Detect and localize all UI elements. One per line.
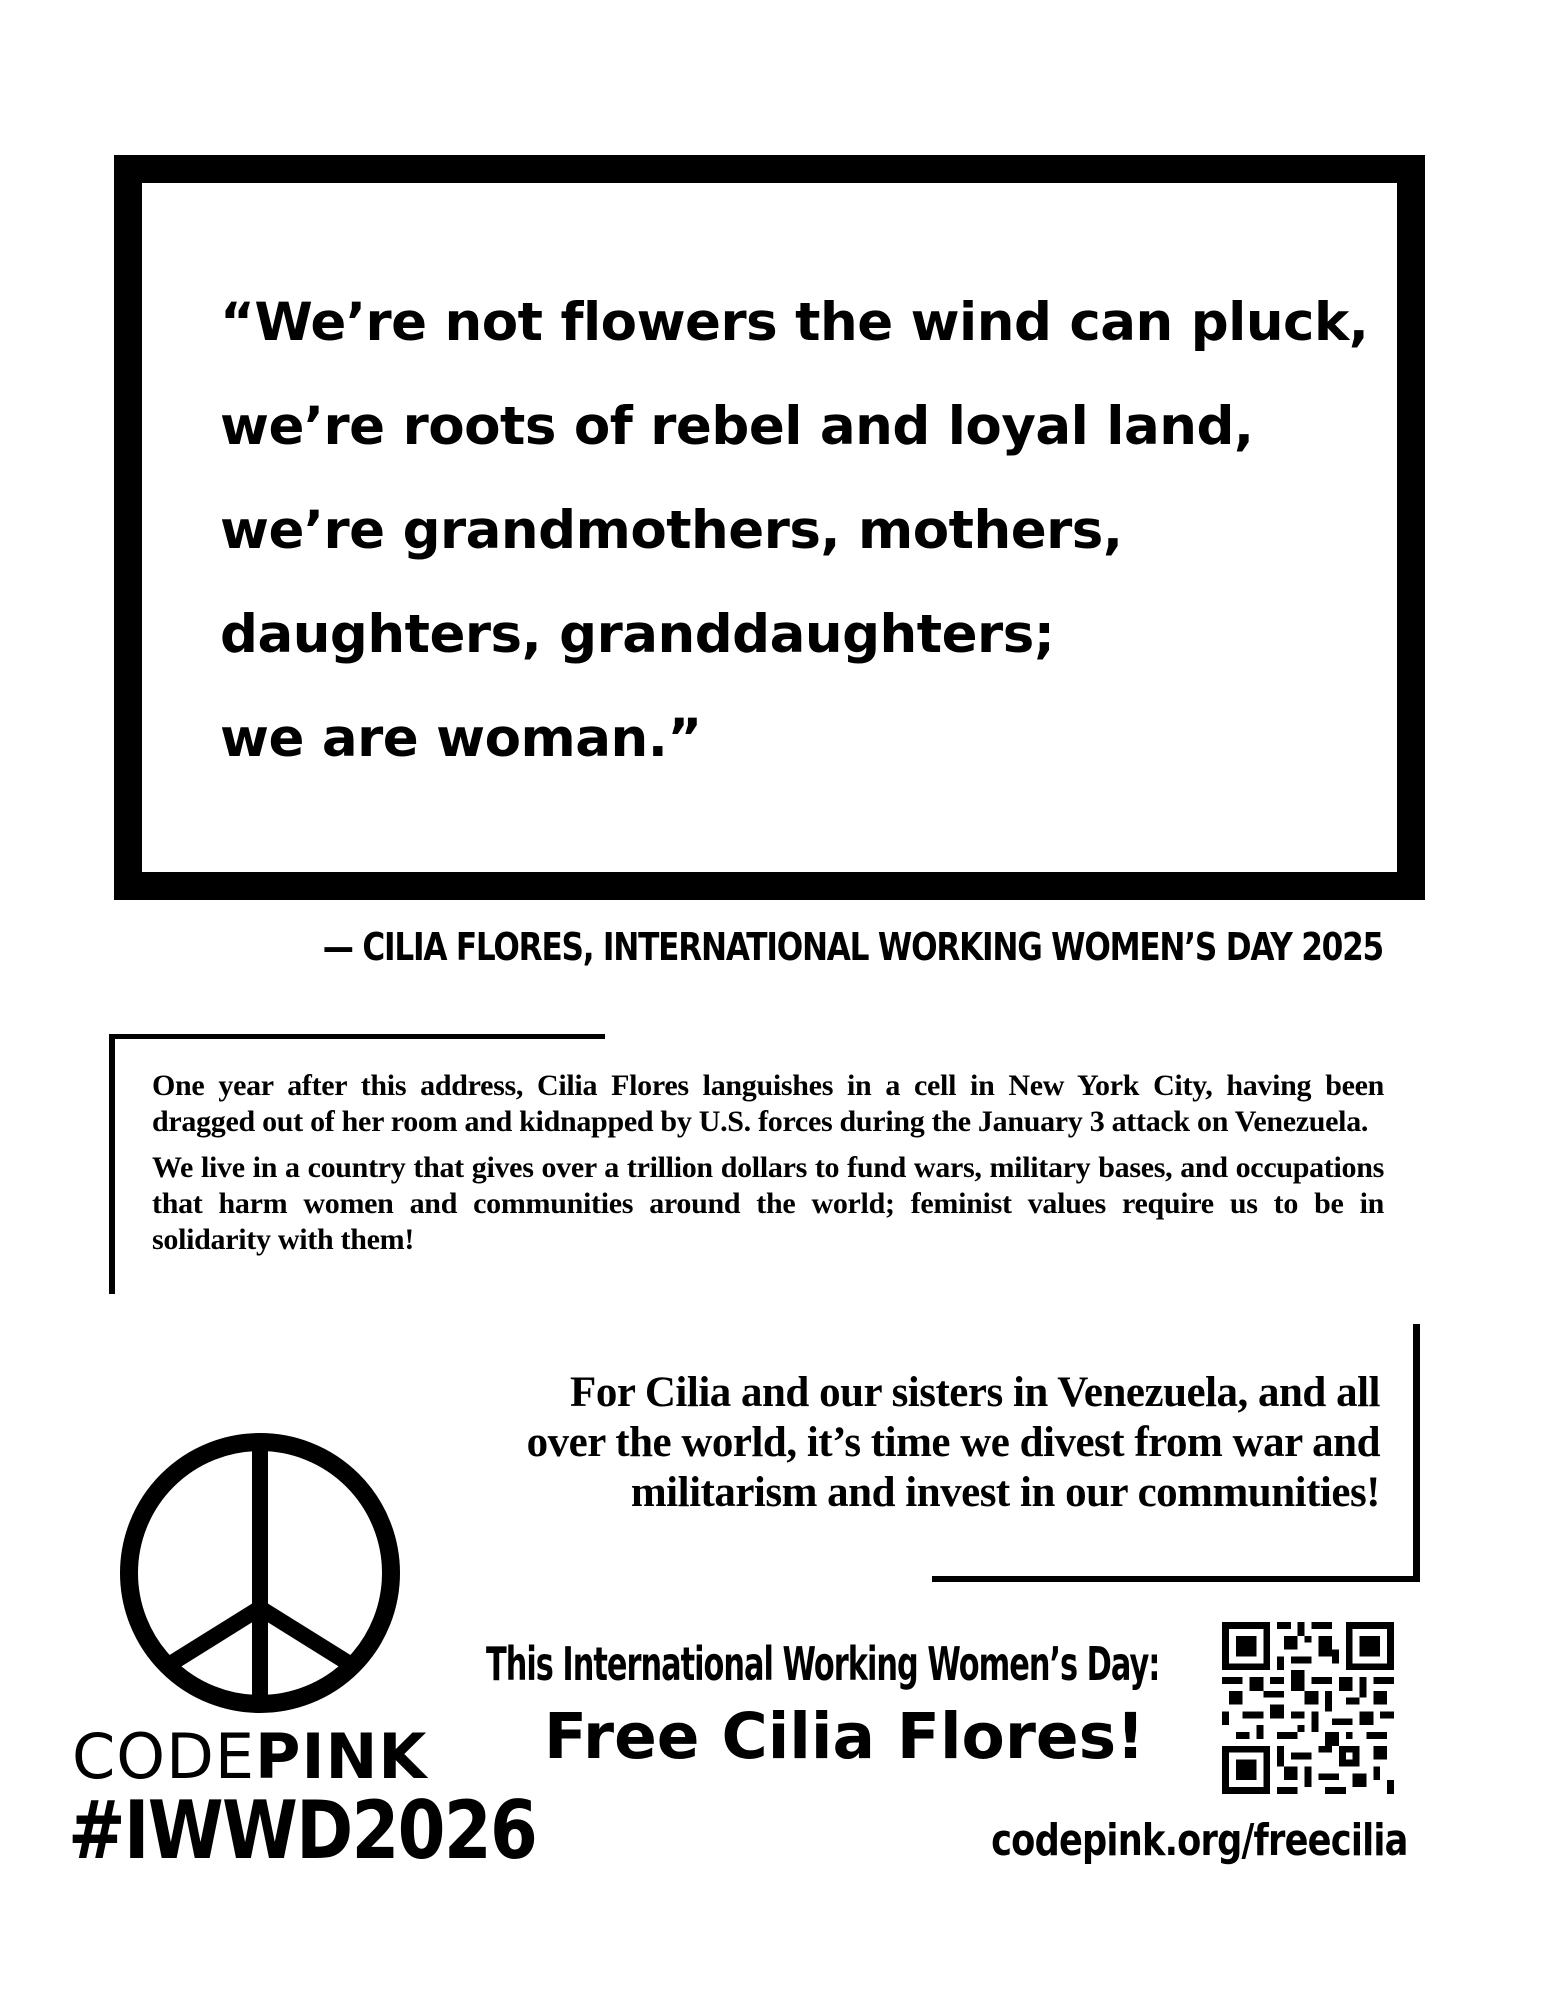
quote-box [114,155,1425,900]
campaign-url[interactable]: codepink.org/freecilia [991,1815,1408,1866]
bracket-bottom-rule [932,1576,1420,1582]
cta-line: militarism and invest in our communities! [630,1469,1380,1516]
cta-line: For Cilia and our sisters in Venezuela, and all [570,1369,1380,1416]
free-cilia-headline: Free Cilia Flores! [544,1700,1145,1773]
body-paragraph: We live in a country that gives over a trillion dollars to fund wars, military bases, and occupations that harm women and communities around the world; feminist values require us to be in solidarity with them! [152,1151,1384,1256]
wordmark-pink: PINK [255,1720,428,1793]
iwwd-line: This International Working Women’s Day: [486,1637,1160,1691]
bracket-right-rule [1413,1324,1420,1580]
body-text [152,1068,1384,1268]
quote-line: we’re grandmothers, mothers, [220,500,1123,561]
qr-code-icon[interactable] [1222,1622,1394,1794]
hashtag: #IWWD2026 [68,1784,537,1877]
quote-attribution: — CILIA FLORES, INTERNATIONAL WORKING WOMEN’S DAY 2025 [322,925,1383,969]
quote-line: we are woman.” [220,708,702,769]
cta-line: over the world, it’s time we divest from war and [526,1419,1380,1466]
bracket-left-rule [109,1034,115,1294]
quote-text [220,271,1368,791]
wordmark-code: CODE [72,1720,256,1793]
quote-line: we’re roots of rebel and loyal land, [220,396,1254,457]
quote-line: “We’re not flowers the wind can pluck, [220,292,1369,353]
codepink-wordmark [72,1720,427,1793]
peace-sign-icon [117,1430,403,1716]
bracket-top-rule [109,1034,605,1039]
call-to-action [380,1368,1380,1518]
body-paragraph: One year after this address, Cilia Flores languishes in a cell in New York City, having been dragged out of her room and kidnapped by U.S. forces during the January 3 attack on Venezuela. [152,1069,1384,1138]
quote-line: daughters, granddaughters; [220,604,1055,665]
